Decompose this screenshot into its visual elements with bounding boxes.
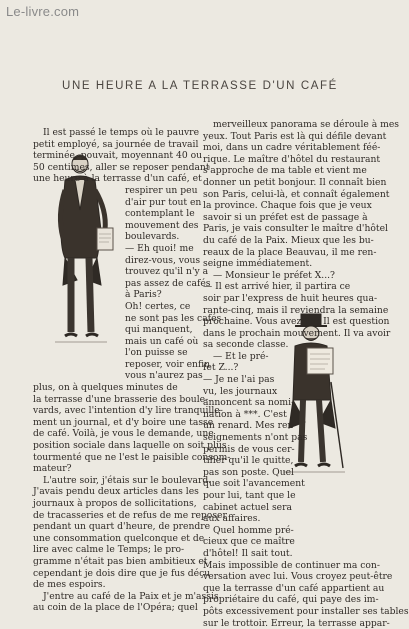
- text-line: merveilleux panorama se déroule à mes: [213, 119, 400, 130]
- text-line: Oh! certes, ce: [125, 300, 191, 312]
- paragraph: [33, 590, 219, 614]
- text-line: rique. Le maître d'hôtel du restaurant: [203, 153, 381, 165]
- paragraph: [203, 119, 400, 270]
- text-line: nation à ***. C'est: [203, 408, 287, 420]
- text-line: L'autre soir, j'étais sur le boulevard.: [43, 474, 212, 486]
- text-line: J'avais pendu deux articles dans les: [33, 486, 199, 498]
- text-line: — Il est arrivé hier, il partira ce: [203, 281, 351, 293]
- paragraph: [203, 351, 352, 525]
- text-line: pour lui, tant que le: [203, 490, 296, 501]
- text-line: qui manquent,: [125, 324, 193, 336]
- text-line: pas son poste. Quel: [203, 466, 295, 478]
- text-line: annoncent sa nomi-: [203, 397, 295, 409]
- text-line: du café de la Paix. Mieux que les bu-: [203, 234, 374, 246]
- text-line: que soit l'avancement: [203, 478, 305, 490]
- text-line: de mes espoirs.: [33, 579, 106, 591]
- text-line: ne sont pas les cafés: [125, 312, 222, 324]
- text-line: position sociale dans laquelle on soit plus: [33, 440, 227, 452]
- text-line: cependant je dois dire que je fus déçu: [33, 567, 211, 579]
- text-line: reposer, voir enfin: [125, 358, 210, 370]
- text-line: cabinet actuel sera: [203, 501, 292, 513]
- text-line: sur le trottoir. Erreur, la terrasse appar-: [203, 617, 390, 629]
- text-line: seigne immédiatement.: [203, 258, 313, 270]
- text-line: lire avec calme le Temps; le pro-: [33, 544, 185, 556]
- text-line: J'entre au café de la Paix et je m'assis: [43, 590, 219, 602]
- text-line: Il est passé le temps où le pauvre: [43, 127, 200, 138]
- text-line: sa seconde classe.: [203, 339, 289, 351]
- text-line: mateur?: [33, 463, 72, 475]
- text-line: une consommation quelconque et de: [33, 532, 205, 544]
- text-line: — Je ne l'ai pas: [203, 374, 275, 386]
- text-line: reaux de la place Beauvau, il me ren-: [203, 246, 377, 258]
- text-line: son Paris, celui-là, et connaît également: [203, 188, 390, 200]
- text-line: ment un journal, et d'y boire une tasse: [33, 416, 214, 428]
- text-line: — Monsieur le préfet X...?: [213, 269, 335, 281]
- text-line: tourmenté que ne l'est le paisible consom-: [33, 451, 231, 463]
- text-line: dans le prochain mouvement. Il va avoir: [203, 327, 391, 339]
- text-line: mouvement des: [125, 219, 199, 231]
- text-line: respirer un peu: [125, 184, 198, 196]
- text-line: moi, dans un cadre véritablement féé-: [203, 142, 381, 154]
- text-line: yeux. Tout Paris est là qui défile devant: [203, 130, 387, 142]
- text-line: boulevards.: [125, 231, 180, 243]
- text-line: Mais impossible de continuer ma con-: [203, 559, 380, 571]
- text-line: rante-cinq, mais il reviendra la semaine: [203, 304, 389, 316]
- text-line: versation avec lui. Vous croyez peut-être: [203, 571, 393, 583]
- text-line: petit employé, sa journée de travail: [33, 138, 199, 150]
- text-line: d'air pur tout en: [125, 196, 202, 208]
- text-line: la terrasse d'une brasserie des boule-: [33, 393, 209, 405]
- text-line: à Paris?: [125, 289, 162, 301]
- text-line: s'approche de ma table et vient me: [203, 165, 367, 177]
- article-title: UNE HEURE A LA TERRASSE D'UN CAFÉ: [62, 80, 338, 92]
- text-line: un renard. Mes ren-: [203, 420, 297, 432]
- text-line: Quel homme pré-: [213, 524, 294, 536]
- text-line: de tracasseries et de refus de me reposer: [33, 509, 227, 521]
- text-line: mais un café où: [125, 335, 199, 347]
- text-line: seignements n'ont pas: [203, 432, 308, 444]
- text-line: au coin de la place de l'Opéra; quel: [33, 602, 198, 614]
- text-line: — Et le pré-: [213, 350, 269, 362]
- text-line: vards, avec l'intention d'y lire tranquille-: [33, 405, 223, 417]
- text-line: 50 centimes, aller se reposer pendant: [33, 161, 210, 173]
- text-line: prochaine. Vous avez vu? Il est question: [203, 316, 390, 328]
- paragraph: [203, 524, 409, 629]
- text-line: direz-vous, vous: [125, 254, 201, 266]
- text-line: pas assez de cafés: [125, 277, 211, 289]
- right-column: [203, 119, 409, 629]
- watermark: Le-livre.com: [6, 4, 80, 19]
- text-line: soir par l'express de huit heures qua-: [203, 292, 378, 304]
- text-line: que la terrasse d'un café appartient au: [203, 582, 385, 594]
- text-line: pôts excessivement pour installer ses tables: [203, 605, 409, 617]
- text-line: aux affaires.: [203, 513, 261, 525]
- paragraph: [33, 474, 227, 591]
- text-line: plus, on à quelques minutes de: [33, 382, 178, 394]
- text-line: journaux à propos de sollicitations,: [33, 498, 197, 509]
- text-line: tifier qu'il le quitte,: [203, 455, 294, 467]
- text-line: cieux que ce maître: [203, 536, 295, 548]
- text-line: trouvez qu'il n'y a: [125, 266, 209, 278]
- text-line: vu, les journaux: [203, 385, 278, 397]
- text-line: pendant un quart d'heure, de prendre: [33, 521, 211, 533]
- text-line: contemplant le: [125, 208, 195, 220]
- text-line: donner un petit bonjour. Il connaît bien: [203, 176, 387, 188]
- text-line: de café. Voilà, je vous le demande, une: [33, 428, 214, 440]
- text-line: propriétaire du café, qui paye des im-: [203, 594, 379, 606]
- text-line: vous n'aurez pas: [125, 370, 203, 382]
- text-line: terminée, pouvait, moyennant 40 ou: [33, 150, 203, 162]
- paragraph: [203, 269, 391, 351]
- text-line: permis de vous cer-: [203, 443, 295, 455]
- text-line: — Eh quoi! me: [125, 242, 194, 254]
- text-line: Paris, je vais consulter le maître d'hôtel: [203, 223, 388, 235]
- text-line: une heure à la terrasse d'un café, et: [33, 173, 202, 185]
- text-line: savoir si un préfet est de passage à: [203, 211, 368, 223]
- text-line: fet Z...?: [203, 362, 239, 374]
- text-line: d'hôtel! Il sait tout.: [203, 547, 293, 559]
- text-line: gramme n'était pas bien ambitieux et: [33, 555, 208, 567]
- text-line: l'on puisse se: [125, 347, 188, 359]
- text-line: la province. Chaque fois que je veux: [203, 200, 372, 212]
